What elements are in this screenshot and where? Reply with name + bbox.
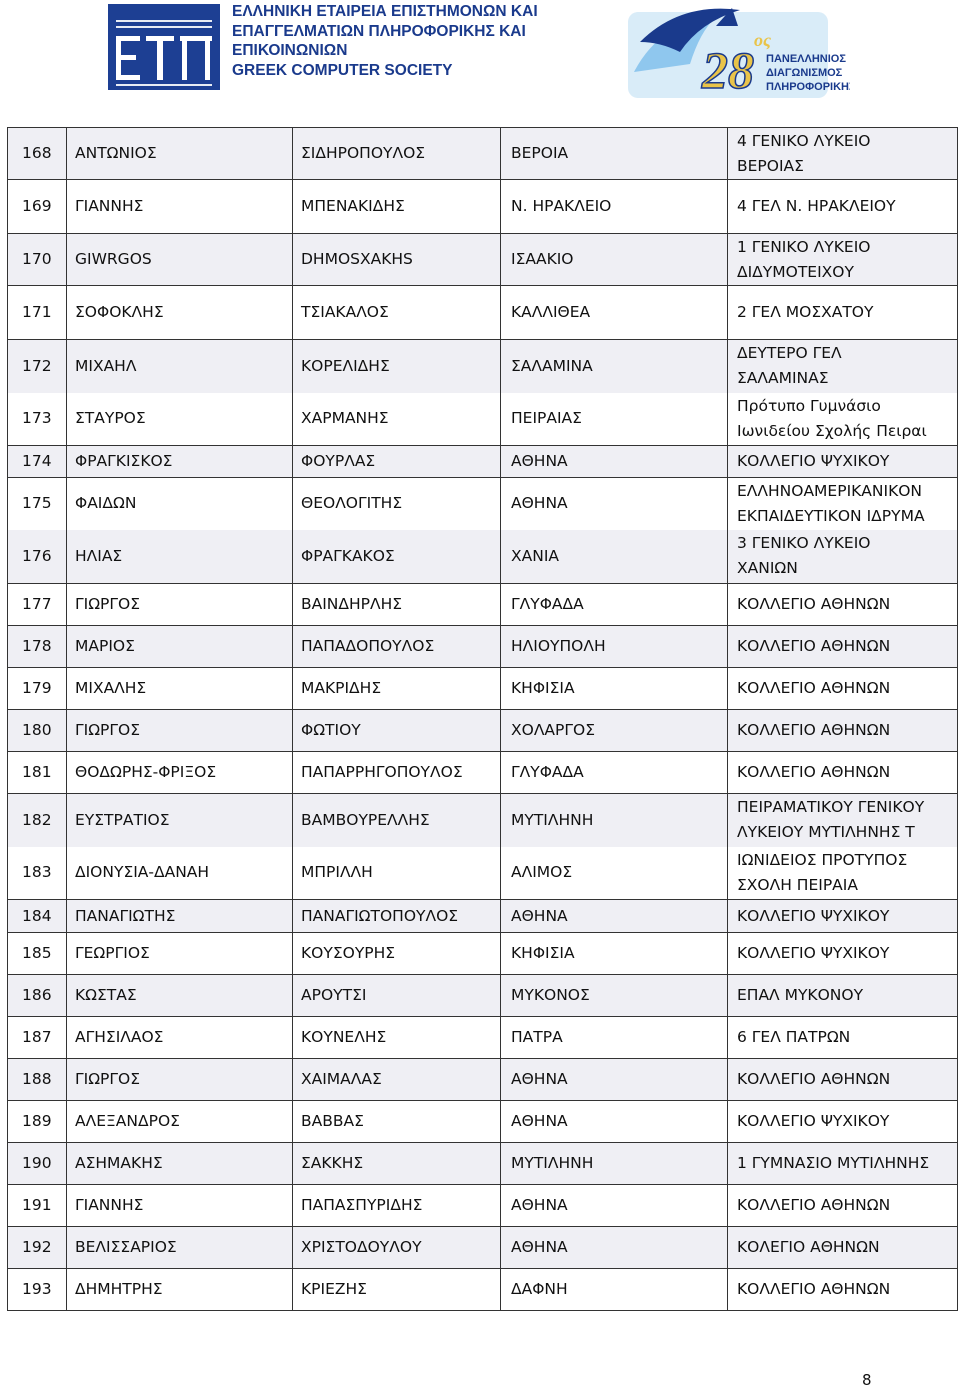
school-line: ΚΟΛΛΕΓΙΟ ΑΘΗΝΩΝ [737,637,891,655]
table-row [8,975,958,1017]
first-name-cell: ΑΛΕΞΑΝΔΡΟΣ [67,1101,293,1143]
first-name-cell: ΣΟΦΟΚΛΗΣ [67,286,293,340]
row-number-cell: 168 [8,128,67,180]
table-row [8,933,958,975]
school-line: ΚΟΛΛΕΓΙΟ ΑΘΗΝΩΝ [737,763,891,781]
first-name-cell: ΘΟΔΩΡΗΣ-ΦΡΙΞΟΣ [67,752,293,794]
etp-logo [108,4,220,90]
table-row [8,1017,958,1059]
first-name-cell: ΓΙΑΝΝΗΣ [67,1185,293,1227]
school-line: 3 ΓΕΝΙΚΟ ΛΥΚΕΙΟ [737,534,871,553]
school-line: ΚΟΛΛΕΓΙΟ ΑΘΗΝΩΝ [737,721,891,739]
city-cell: ΒΕΡΟΙΑ [501,128,728,180]
school-line: ΚΟΛΕΓΙΟ ΑΘΗΝΩΝ [737,1238,880,1256]
row-number-cell: 184 [8,900,67,933]
table-row [8,584,958,626]
table-row [8,234,958,286]
table-row [8,710,958,752]
row-number-cell: 176 [8,530,67,584]
first-name-cell: ΓΕΩΡΓΙΟΣ [67,933,293,975]
contest-logo [620,2,850,102]
first-name-cell: ΦΡΑΓΚΙΣΚΟΣ [67,446,293,478]
row-number-cell: 189 [8,1101,67,1143]
school-line: ΒΕΡΟΙΑΣ [737,156,804,175]
school-cell [728,794,958,847]
row-number-cell: 172 [8,340,67,393]
school-line: 4 ΓΕΛ Ν. ΗΡΑΚΛΕΙΟΥ [737,197,896,215]
school-line: 1 ΓΥΜΝΑΣΙΟ ΜΥΤΙΛΗΝΗΣ [737,1154,930,1172]
school-cell [728,393,958,446]
first-name-cell: ΚΩΣΤΑΣ [67,975,293,1017]
city-cell: ΑΘΗΝΑ [501,1185,728,1227]
row-number-cell: 173 [8,393,67,446]
first-name-cell: ΜΑΡΙΟΣ [67,626,293,668]
table-row [8,794,958,847]
row-number-cell: 193 [8,1269,67,1311]
contest-line: ΠΛΗΡΟΦΟΡΙΚΗΣ [766,81,850,93]
school-line: ΚΟΛΛΕΓΙΟ ΨΥΧΙΚΟΥ [737,906,890,925]
last-name-cell: ΒΑΜΒΟΥΡΕΛΛΗΣ [293,794,501,847]
row-number-cell: 175 [8,478,67,530]
last-name-cell: ΚΟΡΕΛΙΔΗΣ [293,340,501,393]
table-row [8,286,958,340]
society-line: ΕΠΙΚΟΙΝΩΝΙΩΝ [232,42,348,60]
school-cell [728,1227,958,1269]
school-cell [728,975,958,1017]
society-line: GREEK COMPUTER SOCIETY [232,61,453,79]
city-cell: ΠΑΤΡΑ [501,1017,728,1059]
table-row [8,1143,958,1185]
page-number: 8 [862,1371,872,1389]
school-line: ΔΙΔΥΜΟΤΕΙΧΟΥ [737,262,854,281]
school-line: ΧΑΝΙΩΝ [737,559,798,578]
school-line: ΣΧΟΛΗ ΠΕΙΡΑΙΑ [737,875,858,894]
school-cell [728,933,958,975]
row-number-cell: 188 [8,1059,67,1101]
school-line: ΚΟΛΛΕΓΙΟ ΨΥΧΙΚΟΥ [737,452,890,470]
school-cell [728,1185,958,1227]
last-name-cell: ΘΕΟΛΟΓΙΤΗΣ [293,478,501,530]
table-row [8,668,958,710]
table-row [8,1269,958,1311]
participants-table-body [8,128,958,1311]
contest-line: ΠΑΝΕΛΛΗΝΙΟΣ [766,53,846,65]
last-name-cell: ΠΑΝΑΓΙΩΤΟΠΟΥΛΟΣ [293,900,501,933]
school-line: ΚΟΛΛΕΓΙΟ ΑΘΗΝΩΝ [737,595,891,613]
school-line: ΚΟΛΛΕΓΙΟ ΨΥΧΙΚΟΥ [737,1112,890,1130]
last-name-cell: ΜΑΚΡΙΔΗΣ [293,668,501,710]
city-cell: ΙΣΑΑΚΙΟ [501,234,728,286]
last-name-cell: ΧΑΙΜΑΛΑΣ [293,1059,501,1101]
city-cell: ΣΑΛΑΜΙΝΑ [501,340,728,393]
row-number-cell: 180 [8,710,67,752]
school-cell [728,128,958,180]
city-cell: ΚΑΛΛΙΘΕΑ [501,286,728,340]
school-line: ΕΚΠΑΙΔΕΥΤΙΚΟΝ ΙΔΡΥΜΑ [737,506,925,525]
last-name-cell: ΜΠΕΝΑΚΙΔΗΣ [293,180,501,234]
school-cell [728,286,958,340]
city-cell: ΧΑΝΙΑ [501,530,728,584]
first-name-cell: ΓΙΑΝΝΗΣ [67,180,293,234]
school-line: Ιωνιδείου Σχολής Πειραι [737,421,927,440]
last-name-cell: ΒΑΒΒΑΣ [293,1101,501,1143]
contest-number-superscript: ος [754,30,772,50]
first-name-cell: ΣΤΑΥΡΟΣ [67,393,293,446]
row-number-cell: 182 [8,794,67,847]
school-line: ΚΟΛΛΕΓΙΟ ΑΘΗΝΩΝ [737,679,891,697]
last-name-cell: ΤΣΙΑΚΑΛΟΣ [293,286,501,340]
city-cell: ΑΘΗΝΑ [501,1227,728,1269]
city-cell: ΓΛΥΦΑΔΑ [501,752,728,794]
last-name-cell: ΑΡΟΥΤΣΙ [293,975,501,1017]
table-row [8,1185,958,1227]
table-row [8,900,958,933]
row-number-cell: 178 [8,626,67,668]
city-cell: ΜΥΚΟΝΟΣ [501,975,728,1017]
row-number-cell: 170 [8,234,67,286]
first-name-cell: ΕΥΣΤΡΑΤΙΟΣ [67,794,293,847]
school-cell [728,478,958,530]
table-row [8,180,958,234]
school-cell [728,1269,958,1311]
school-line: ΚΟΛΛΕΓΙΟ ΑΘΗΝΩΝ [737,1070,891,1088]
row-number-cell: 171 [8,286,67,340]
last-name-cell: ΚΟΥΝΕΛΗΣ [293,1017,501,1059]
table-row [8,128,958,180]
first-name-cell: ΦΑΙΔΩΝ [67,478,293,530]
city-cell: ΜΥΤΙΛΗΝΗ [501,794,728,847]
last-name-cell: ΦΟΥΡΛΑΣ [293,446,501,478]
row-number-cell: 187 [8,1017,67,1059]
last-name-cell: ΠΑΠΑΣΠΥΡΙΔΗΣ [293,1185,501,1227]
contest-logo-mark [620,2,850,102]
school-line: ΛΥΚΕΙΟΥ ΜΥΤΙΛΗΝΗΣ Τ [737,823,915,842]
last-name-cell: ΦΩΤΙΟΥ [293,710,501,752]
city-cell: ΑΘΗΝΑ [501,900,728,933]
first-name-cell: ΜΙΧΑΗΛ [67,340,293,393]
first-name-cell: ΓΙΩΡΓΟΣ [67,1059,293,1101]
school-line: ΕΠΑΛ ΜΥΚΟΝΟΥ [737,986,864,1004]
school-line: ΚΟΛΛΕΓΙΟ ΑΘΗΝΩΝ [737,1280,891,1298]
school-cell [728,668,958,710]
school-cell [728,446,958,478]
school-line: ΙΩΝΙΔΕΙΟΣ ΠΡΟΤΥΠΟΣ [737,850,908,869]
row-number-cell: 192 [8,1227,67,1269]
first-name-cell: GIWRGOS [67,234,293,286]
school-cell [728,1101,958,1143]
city-cell: ΚΗΦΙΣΙΑ [501,933,728,975]
school-line: ΔΕΥΤΕΡΟ ΓΕΛ [737,344,842,363]
last-name-cell: ΧΑΡΜΑΝΗΣ [293,393,501,446]
row-number-cell: 190 [8,1143,67,1185]
school-line: Πρότυπο Γυμνάσιο [737,396,881,415]
society-line: ΕΛΛΗΝΙΚΗ ΕΤΑΙΡΕΙΑ ΕΠΙΣΤΗΜΟΝΩΝ ΚΑΙ [232,3,538,20]
first-name-cell: ΑΣΗΜΑΚΗΣ [67,1143,293,1185]
city-cell: ΗΛΙΟΥΠΟΛΗ [501,626,728,668]
city-cell: Ν. ΗΡΑΚΛΕΙΟ [501,180,728,234]
city-cell: ΚΗΦΙΣΙΑ [501,668,728,710]
school-line: 6 ΓΕΛ ΠΑΤΡΩΝ [737,1028,851,1046]
table-row [8,530,958,584]
school-line: ΠΕΙΡΑΜΑΤΙΚΟΥ ΓΕΝΙΚΟΥ [737,798,925,817]
last-name-cell: ΚΡΙΕΖΗΣ [293,1269,501,1311]
first-name-cell: ΜΙΧΑΛΗΣ [67,668,293,710]
last-name-cell: ΚΟΥΣΟΥΡΗΣ [293,933,501,975]
school-cell [728,900,958,933]
last-name-cell: ΧΡΙΣΤΟΔΟΥΛΟΥ [293,1227,501,1269]
last-name-cell: ΦΡΑΓΚΑΚΟΣ [293,530,501,584]
society-line: ΕΠΑΓΓΕΛΜΑΤΙΩΝ ΠΛΗΡΟΦΟΡΙΚΗΣ ΚΑΙ [232,22,526,40]
etp-logo-mark [108,4,220,90]
school-cell [728,626,958,668]
last-name-cell: ΠΑΠΑΡΡΗΓΟΠΟΥΛΟΣ [293,752,501,794]
city-cell: ΓΛΥΦΑΔΑ [501,584,728,626]
table-row [8,847,958,900]
city-cell: ΑΘΗΝΑ [501,478,728,530]
school-cell [728,530,958,584]
school-cell [728,1143,958,1185]
city-cell: ΑΛΙΜΟΣ [501,847,728,900]
first-name-cell: ΑΓΗΣΙΛΑΟΣ [67,1017,293,1059]
school-cell [728,752,958,794]
school-line: ΣΑΛΑΜΙΝΑΣ [737,369,829,388]
table-row [8,1101,958,1143]
school-line: ΚΟΛΛΕΓΙΟ ΨΥΧΙΚΟΥ [737,944,890,962]
school-cell [728,710,958,752]
table-row [8,340,958,393]
row-number-cell: 179 [8,668,67,710]
row-number-cell: 183 [8,847,67,900]
last-name-cell: DHMOSXAKHS [293,234,501,286]
first-name-cell: ΓΙΩΡΓΟΣ [67,584,293,626]
society-name [232,2,592,80]
row-number-cell: 169 [8,180,67,234]
table-row [8,752,958,794]
first-name-cell: ΔΗΜΗΤΡΗΣ [67,1269,293,1311]
first-name-cell: ΑΝΤΩΝΙΟΣ [67,128,293,180]
city-cell: ΔΑΦΝΗ [501,1269,728,1311]
school-line: ΚΟΛΛΕΓΙΟ ΑΘΗΝΩΝ [737,1196,891,1214]
row-number-cell: 181 [8,752,67,794]
participants-table [7,127,958,1311]
city-cell: ΧΟΛΑΡΓΟΣ [501,710,728,752]
school-cell [728,340,958,393]
city-cell: ΑΘΗΝΑ [501,1059,728,1101]
last-name-cell: ΠΑΠΑΔΟΠΟΥΛΟΣ [293,626,501,668]
city-cell: ΑΘΗΝΑ [501,1101,728,1143]
first-name-cell: ΓΙΩΡΓΟΣ [67,710,293,752]
row-number-cell: 177 [8,584,67,626]
school-line: 2 ΓΕΛ ΜΟΣΧΑΤΟΥ [737,303,874,321]
row-number-cell: 174 [8,446,67,478]
last-name-cell: ΣΑΚΚΗΣ [293,1143,501,1185]
city-cell: ΠΕΙΡΑΙΑΣ [501,393,728,446]
school-cell [728,180,958,234]
school-cell [728,1017,958,1059]
contest-number: 28 [702,43,754,100]
table-row [8,478,958,530]
school-cell [728,234,958,286]
table-row [8,1059,958,1101]
last-name-cell: ΜΠΡΙΛΛΗ [293,847,501,900]
school-line: ΕΛΛΗΝΟΑΜΕΡΙΚΑΝΙΚΟΝ [737,481,923,500]
contest-line: ΔΙΑΓΩΝΙΣΜΟΣ [766,67,843,79]
table-row [8,1227,958,1269]
school-cell [728,847,958,900]
row-number-cell: 185 [8,933,67,975]
first-name-cell: ΗΛΙΑΣ [67,530,293,584]
city-cell: ΑΘΗΝΑ [501,446,728,478]
first-name-cell: ΔΙΟΝΥΣΙΑ-ΔΑΝΑΗ [67,847,293,900]
school-line: 4 ΓΕΝΙΚΟ ΛΥΚΕΙΟ [737,131,871,150]
first-name-cell: ΠΑΝΑΓΙΩΤΗΣ [67,900,293,933]
first-name-cell: ΒΕΛΙΣΣΑΡΙΟΣ [67,1227,293,1269]
city-cell: ΜΥΤΙΛΗΝΗ [501,1143,728,1185]
row-number-cell: 186 [8,975,67,1017]
school-line: 1 ΓΕΝΙΚΟ ΛΥΚΕΙΟ [737,237,871,256]
school-cell [728,584,958,626]
table-row [8,446,958,478]
table-row [8,393,958,446]
table-row [8,626,958,668]
school-cell [728,1059,958,1101]
row-number-cell: 191 [8,1185,67,1227]
last-name-cell: ΒΑΙΝΔΗΡΛΗΣ [293,584,501,626]
page-header [0,0,960,110]
last-name-cell: ΣΙΔΗΡΟΠΟΥΛΟΣ [293,128,501,180]
